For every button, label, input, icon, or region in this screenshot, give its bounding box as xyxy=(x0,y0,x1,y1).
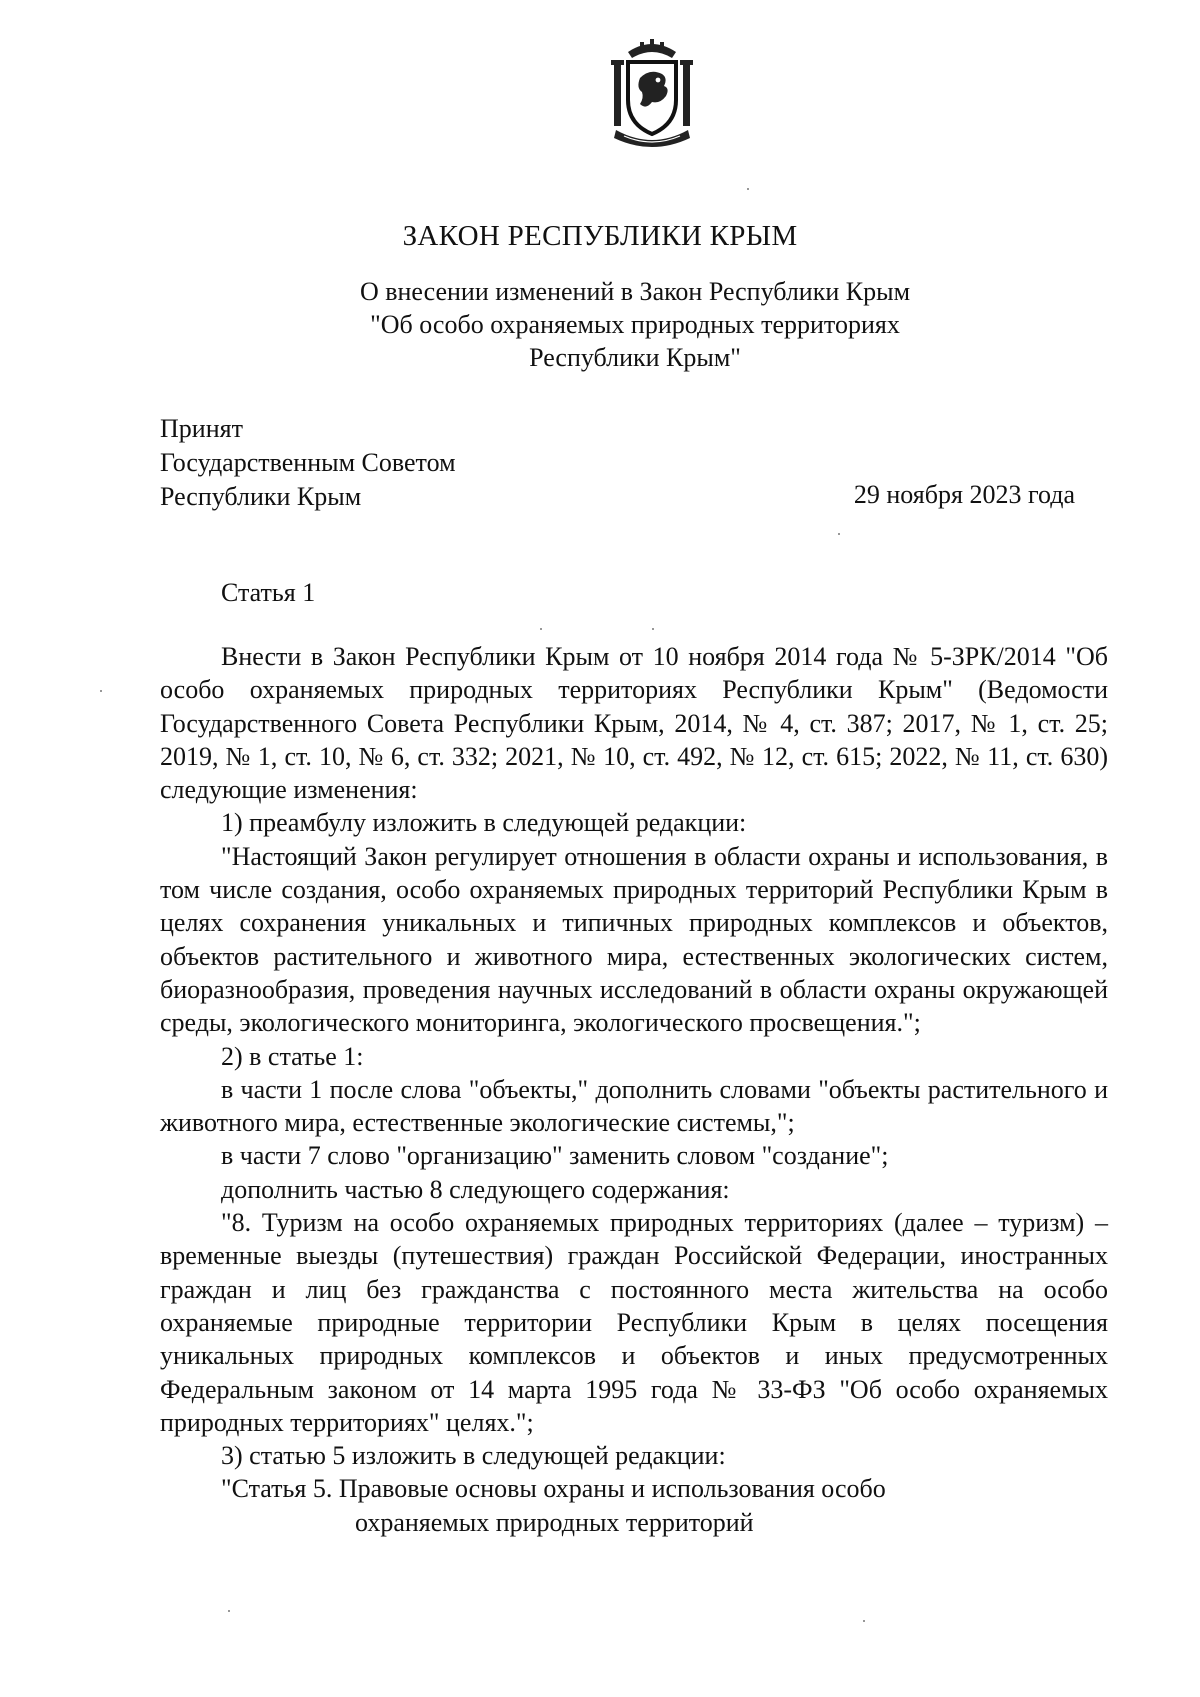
scan-speck xyxy=(863,1620,865,1622)
article-5-heading: "Статья 5. Правовые основы охраны и использования особо xyxy=(221,1474,886,1504)
paragraph: 3) статью 5 изложить в следующей редакции: xyxy=(221,1441,726,1471)
paragraph: в части 7 слово "организацию" заменить словом "создание"; xyxy=(221,1141,889,1171)
scan-speck xyxy=(838,533,840,535)
scan-speck xyxy=(747,188,749,190)
paragraph: 2) в статье 1: xyxy=(221,1041,364,1071)
subtitle-line: О внесении изменений в Закон Республики Крым xyxy=(359,277,911,306)
article-5-heading-continued: охраняемых природных территорий xyxy=(355,1507,754,1537)
scan-speck xyxy=(228,1610,230,1612)
article-body xyxy=(160,640,1108,1539)
adoption-block xyxy=(160,412,456,514)
paragraph: в части 1 после слова "объекты," дополнить словами "объекты растительного и животного мира, естественные экологические системы,"; xyxy=(160,1074,1108,1138)
law-subtitle xyxy=(0,275,1200,374)
subtitle-line: Республики Крым" xyxy=(529,343,741,372)
paragraph: Внести в Закон Республики Крым от 10 ноября 2014 года № 5-ЗРК/2014 "Об особо охраняемых природных территориях Республики Крым" (Ведомости Государственного Совета Республики Крым, 2014, № 4, ст. 387; 2017, № 1, ст. 25; 2019, № 1, ст. 10, № 6, ст. 332; 2021, № 10, ст. 492, № 12, ст. 615; 2022, № 11, ст. 630) следующие изменения: xyxy=(160,642,1108,805)
scan-speck xyxy=(540,628,542,630)
adoption-line: Государственным Советом xyxy=(160,448,456,477)
scan-speck xyxy=(100,690,102,692)
adoption-line: Республики Крым xyxy=(160,482,362,511)
law-title: ЗАКОН РЕСПУБЛИКИ КРЫМ xyxy=(402,220,798,252)
adoption-line: Принят xyxy=(160,414,243,443)
paragraph: 1) преамбулу изложить в следующей редакции: xyxy=(221,808,747,838)
crimea-coat-of-arms-icon xyxy=(606,38,698,150)
paragraph: "8. Туризм на особо охраняемых природных территориях (далее – туризм) – временные выезды (путешествия) граждан Российской Федерации, иностранных граждан и лиц без гражданства с постоянного места жительства на особо охраняемые природные территории Республики Крым в целях посещения уникальных природных комплексов и объектов и иных предусмотренных Федеральным законом от 14 марта 1995 года № 33-ФЗ "Об особо охраняемых природных территориях" целях."; xyxy=(160,1208,1108,1437)
scan-speck xyxy=(652,628,654,630)
article-heading: Статья 1 xyxy=(221,578,316,607)
subtitle-line: "Об особо охраняемых природных территориях xyxy=(370,310,900,339)
paragraph: дополнить частью 8 следующего содержания: xyxy=(221,1174,730,1204)
adoption-date: 29 ноября 2023 года xyxy=(853,480,1075,509)
paragraph: "Настоящий Закон регулирует отношения в области охраны и использования, в том числе создания, особо охраняемых природных территорий Республики Крым в целях сохранения уникальных и типичных природных комплексов и объектов, объектов растительного и животного мира, естественных экологических систем, биоразнообразия, проведения научных исследований в области охраны окружающей среды, экологического мониторинга, экологического просвещения."; xyxy=(160,841,1108,1038)
